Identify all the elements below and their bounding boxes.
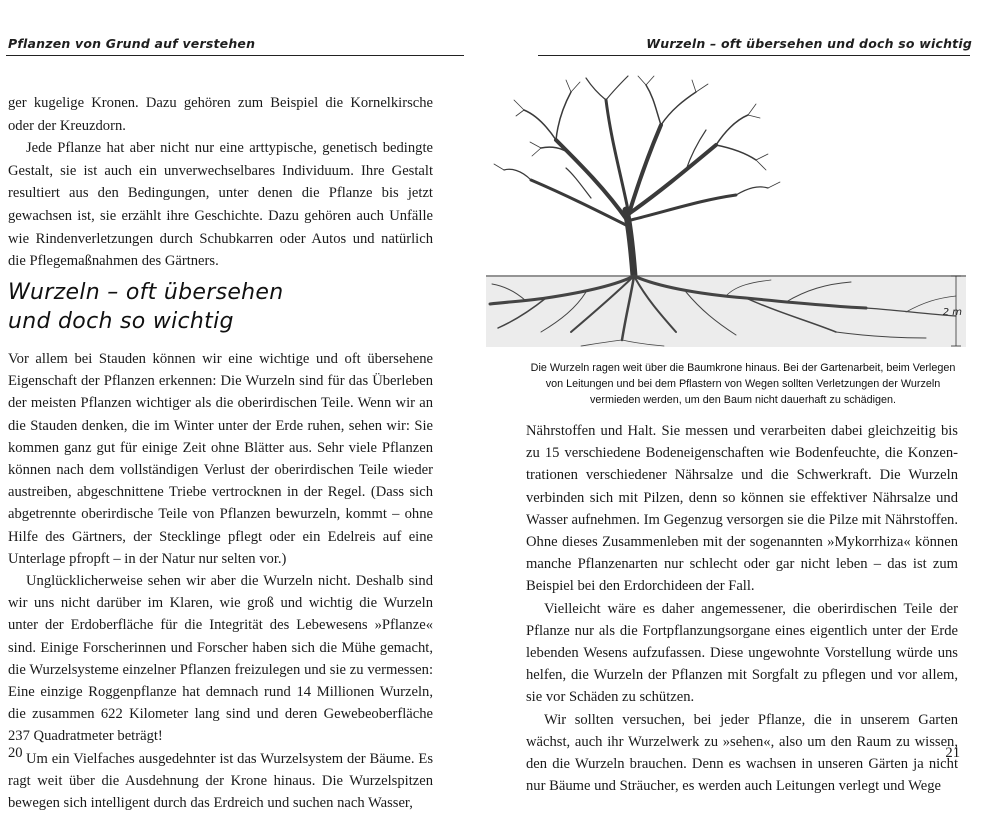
section-heading [8,278,428,336]
page-number-left: 20 [8,745,23,761]
section-heading-line-1: Wurzeln – oft übersehen [8,280,284,305]
header-rule-right [538,55,970,56]
depth-label: 2 m [942,307,962,318]
paragraph: Vielleicht wäre es daher angemessener, die oberirdischen Teile der Pflanze nur als die Fortpflanzungsorgane eines eigentlich unter der Erde lebenden Wesens aufzufassen. Diese ungewohnte Vorstellung würde uns helfen, die Wurzeln der Pflanzen mit Sorgfalt zu pflegen und vor allem, sie vor Schäden zu schützen. [526,600,958,706]
left-main-text [8,348,433,814]
section-heading-line-2: und doch so wichtig [8,309,234,334]
running-head-left: Pflanzen von Grund auf verstehen [8,36,256,51]
right-page [500,0,1000,800]
running-head-right: Wurzeln – oft übersehen und doch so wichtig [646,36,972,51]
tree-root-illustration [486,70,970,360]
paragraph: Vor allem bei Stauden können wir eine wichtige und oft übersehene Eigenschaft der Pflanzen erkennen: Die Wurzeln sind für das Überleben der meisten Pflanzen wichtiger als die oberirdischen Teile. Wenn wir an die Stauden denken, die im Winter unter der Erde ruhen, sehen wir: Sie kommen ganz gut für einige Zeit ohne Blätter aus. Sehr viele Pflanzen können nach dem vollständigen Verlust der oberirdischen Teile wieder austreiben, abgeschnittene Triebe vertrocknen in der Regel. (Dass sich abgetrennte oberirdische Teile von Pflanzen bewurzeln, kommt – ohne Hilfe des Gärtners, der Stecklinge pflegt oder ein Edelreis auf eine Unterlage pfropft – in der Natur nur selten vor.) [8,351,433,567]
figure-caption: Die Wurzeln ragen weit über die Baumkrone hinaus. Bei der Gartenarbeit, beim Verlegen von Leitungen und bei dem Pflastern von Wegen sollten Verletzungen der Wurzeln vermieden werden, um den Baum nicht dauerhaft zu schädigen. [530,362,956,406]
paragraph: Wir sollten versuchen, bei jeder Pflanze, die in unserem Garten wächst, auch ihr Wurzelwerk zu »sehen«, also um den Raum zu wissen, den die Wurzeln brauchen. Denn es wachsen in unseren Gärten ja nicht nur Bäume und Sträucher, es werden auch Leitungen verlegt und Wege [526,711,958,795]
paragraph: Unglücklicherweise sehen wir aber die Wurzeln nicht. Deshalb sind wir uns nicht darüber im Klaren, wie groß und wichtig die Wurzeln unter der Erdoberfläche für die Integrität des Lebewesens »Pflanze« sind. Einige Forscherinnen und Forscher haben sich die Mühe gemacht, die Wurzelsysteme einzelner Pflanzen freizulegen und sie zu vermessen: Eine einzige Roggenpflanze hat demnach rund 14 Millionen Wurzeln, die zusammen 622 Kilometer lang sind und deren Gewebeoberfläche 237 Quadratmeter beträgt! [8,573,433,745]
paragraph: Jede Pflanze hat aber nicht nur eine arttypische, genetisch bedingte Gestalt, sie ist auch ein unverwechselbares Individuum. Ihre Gestalt resultiert aus den Bedingungen, unter denen die Pflanze bis jetzt gewachsen ist, sie erzählt ihre Geschichte. Dazu gehören auch Unfälle wie Rindenverletzungen durch Schubkarren oder Autos und natürlich die Pflegemaßnahmen des Gärtners. [8,140,433,270]
soil-area [486,277,966,347]
left-page [0,0,500,812]
page-number-right: 21 [945,745,960,761]
tree-crown [494,76,780,276]
left-intro-text [8,92,433,273]
paragraph: Nährstoffen und Halt. Sie messen und verarbeiten dabei gleichzeitig bis zu 15 verschiedene Bodeneigenschaften wie Bodenfeuchte, die Konzentrationen verschiedener Nährsalze und die Schwerkraft. Die Wurzeln verbinden sich mit Pilzen, denn so können sie effektiver Nährsalze und Wasser aufnehmen. Im Gegenzug versorgen sie die Pilze mit Nährstoffen. Ohne dieses Zusammenleben mit der sogenannten »Mykorrhiza« können manche Pflanzenarten nur schlecht oder gar nicht leben – das ist zum Beispiel bei den Erdorchideen der Fall. [526,423,958,595]
header-rule-left [6,55,464,56]
paragraph: Um ein Vielfaches ausgedehnter ist das Wurzelsystem der Bäume. Es ragt weit über die Ausdehnung der Krone hinaus. Die Wurzelspitzen bewegen sich intelligent durch das Erdreich und suchen nach Wasser, [8,750,433,812]
paragraph: ger kugelige Kronen. Dazu gehören zum Beispiel die Kornelkirsche oder der Kreuzdorn. [8,95,433,134]
right-main-text [526,420,958,797]
